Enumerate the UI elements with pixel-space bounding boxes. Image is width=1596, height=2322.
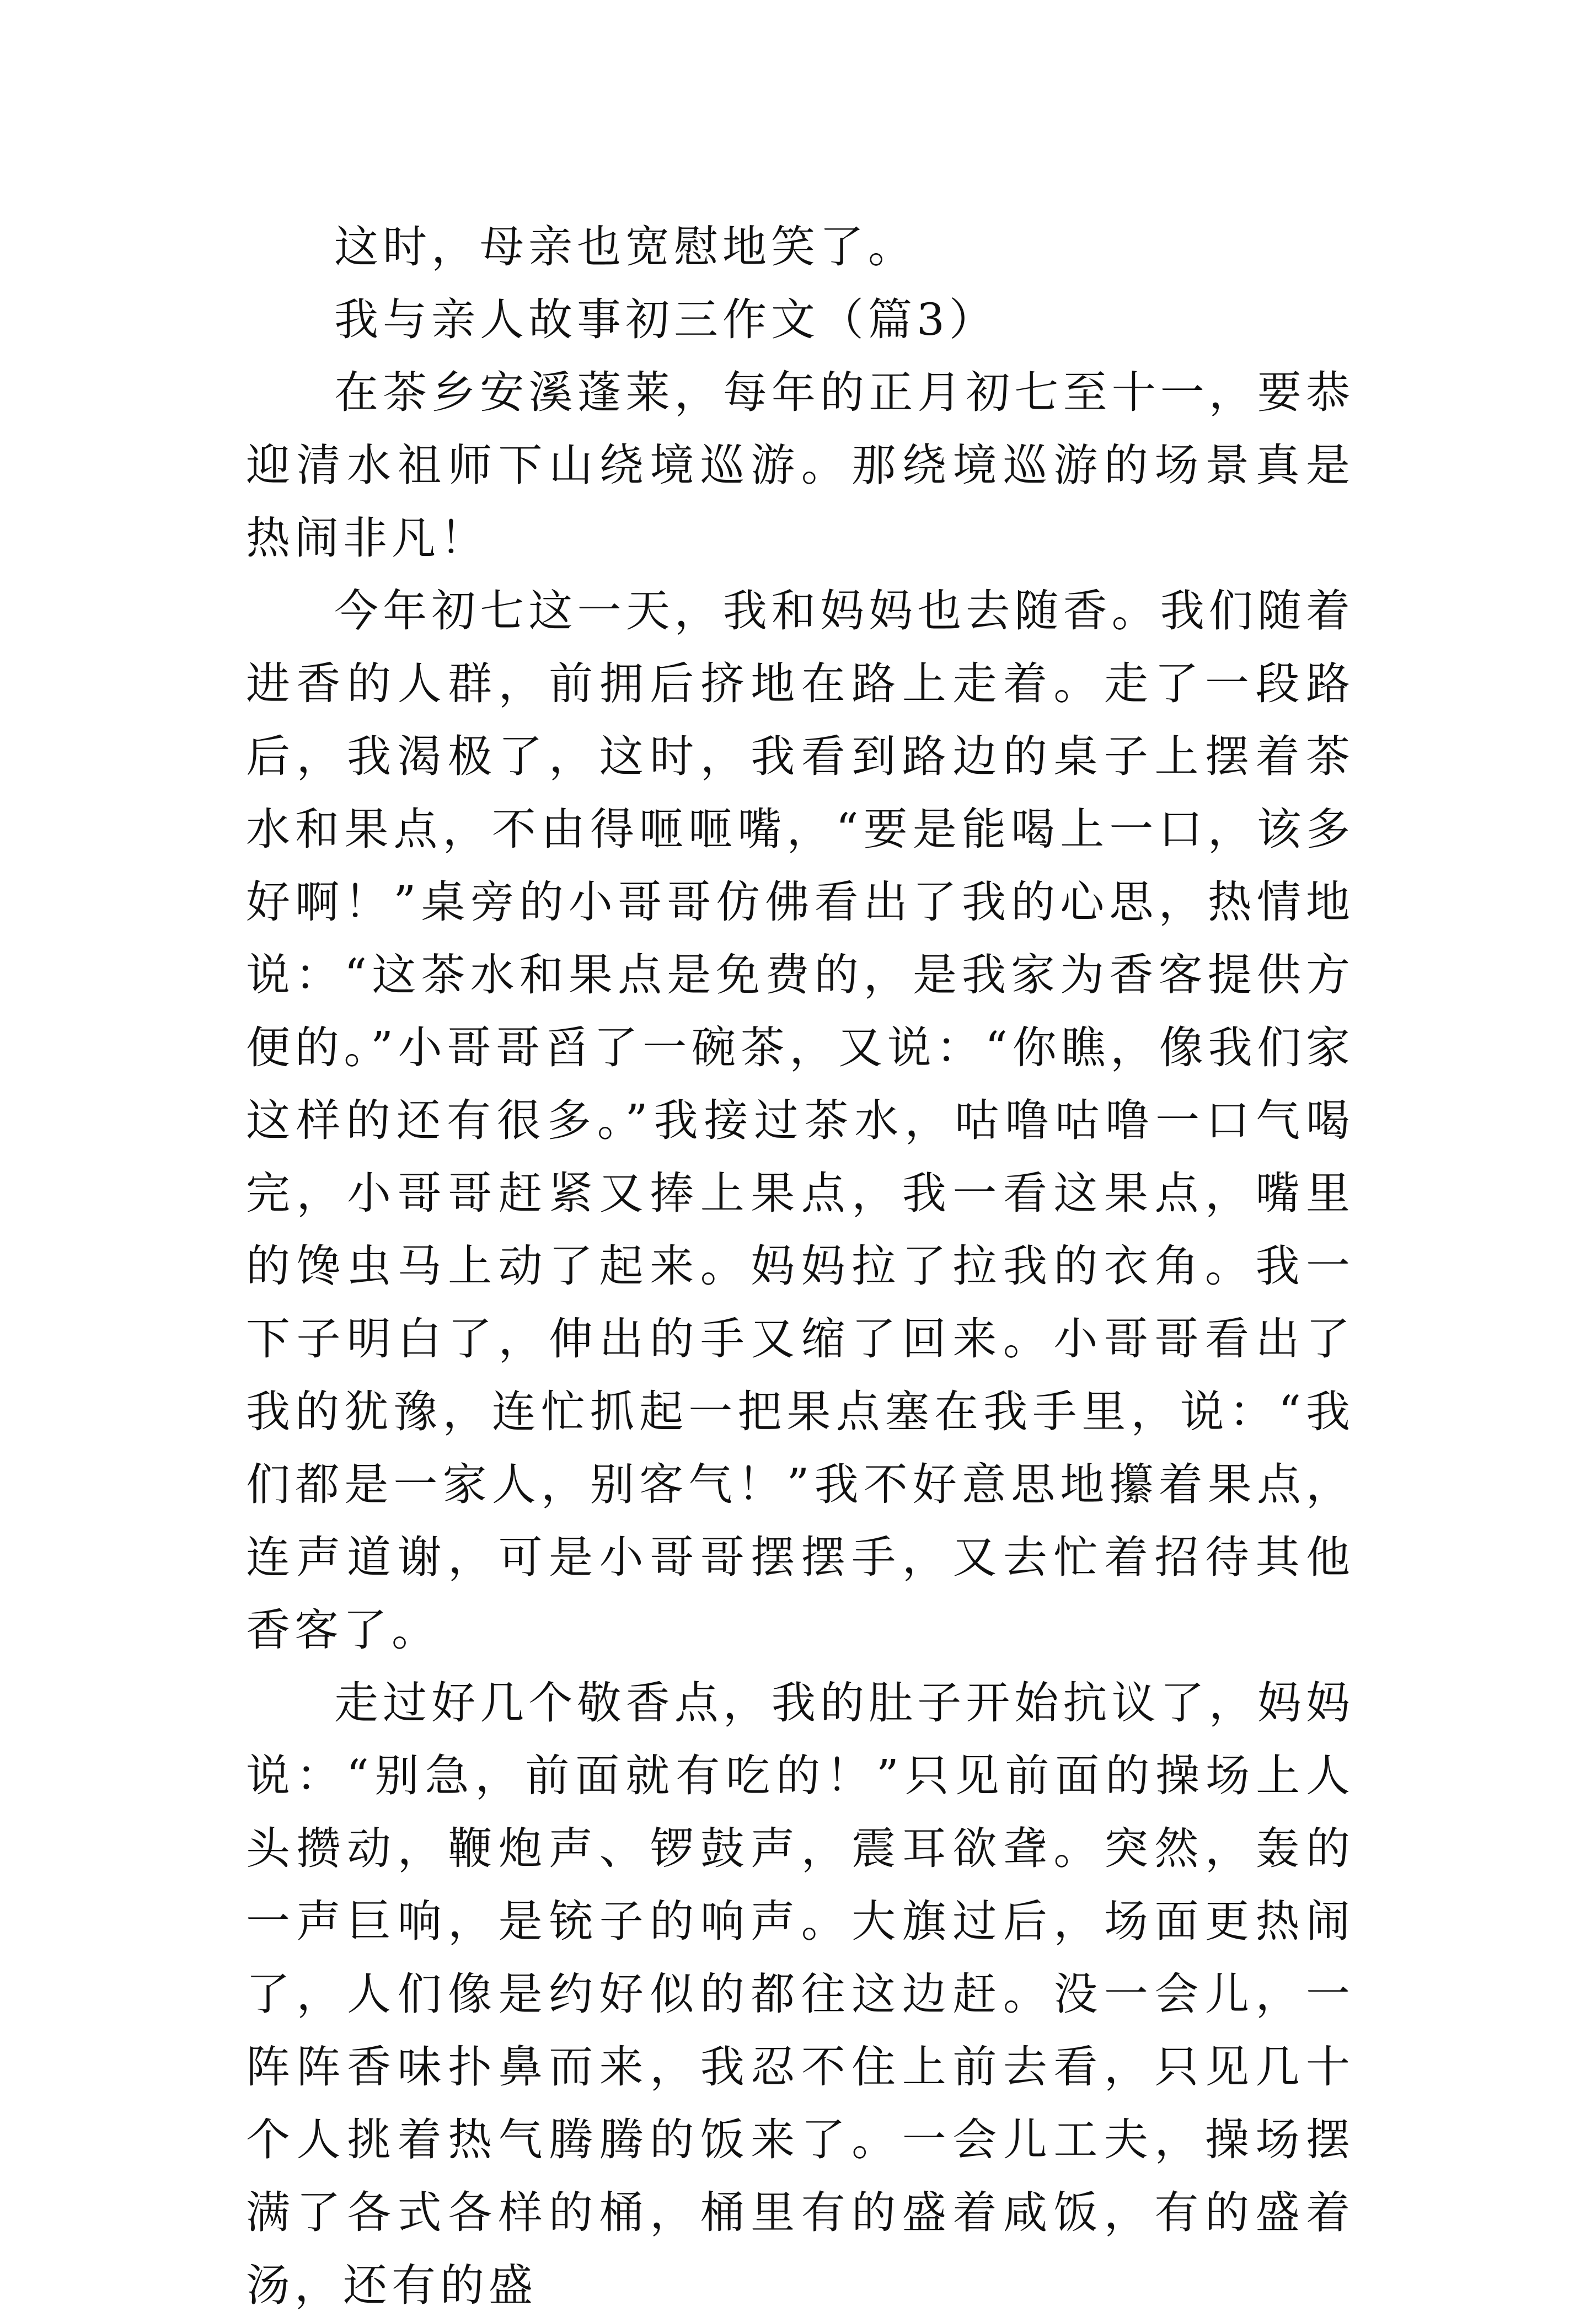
paragraph-feast: 走过好几个敬香点，我的肚子开始抗议了，妈妈说：“别急，前面就有吃的！”只见前面的操场上人头攒动，鞭炮声、锣鼓声，震耳欲聋。突然，轰的一声巨响，是铳子的响声。大旗过后，场面更热闹了，人们像是约好似的都往这边赶。没一会儿，一阵阵香味扑鼻而来，我忍不住上前去看，只见几十个人挑着热气腾腾的饭来了。一会儿工夫，操场摆满了各式各样的桶，桶里有的盛着咸饭，有的盛着汤，还有的盛 xyxy=(246,1677,1354,2311)
paragraph-intro: 在茶乡安溪蓬莱，每年的正月初七至十一，要恭迎清水祖师下山绕境巡游。那绕境巡游的场景真是热闹非凡！ xyxy=(246,367,1354,564)
paragraph-tea-stall: 今年初七这一天，我和妈妈也去随香。我们随着进香的人群，前拥后挤地在路上走着。走了一段路后，我渴极了，这时，我看到路边的桌子上摆着茶水和果点，不由得咂咂嘴，“要是能喝上一口，该多好啊！”桌旁的小哥哥仿佛看出了我的心思，热情地说：“这茶水和果点是免费的，是我家为香客提供方便的。”小哥哥舀了一碗茶，又说：“你瞧，像我们家这样的还有很多。”我接过茶水，咕噜咕噜一口气喝完，小哥哥赶紧又捧上果点，我一看这果点，嘴里的馋虫马上动了起来。妈妈拉了拉我的衣角。我一下子明白了，伸出的手又缩了回来。小哥哥看出了我的犹豫，连忙抓起一把果点塞在我手里，说：“我们都是一家人，别客气！”我不好意思地攥着果点，连声道谢，可是小哥哥摆摆手，又去忙着招待其他香客了。 xyxy=(246,585,1354,1656)
paragraph-closing-line: 这时，母亲也宽慰地笑了。 xyxy=(334,221,917,272)
essay-heading: 我与亲人故事初三作文（篇3） xyxy=(334,294,998,345)
essay-body xyxy=(246,211,1354,2322)
